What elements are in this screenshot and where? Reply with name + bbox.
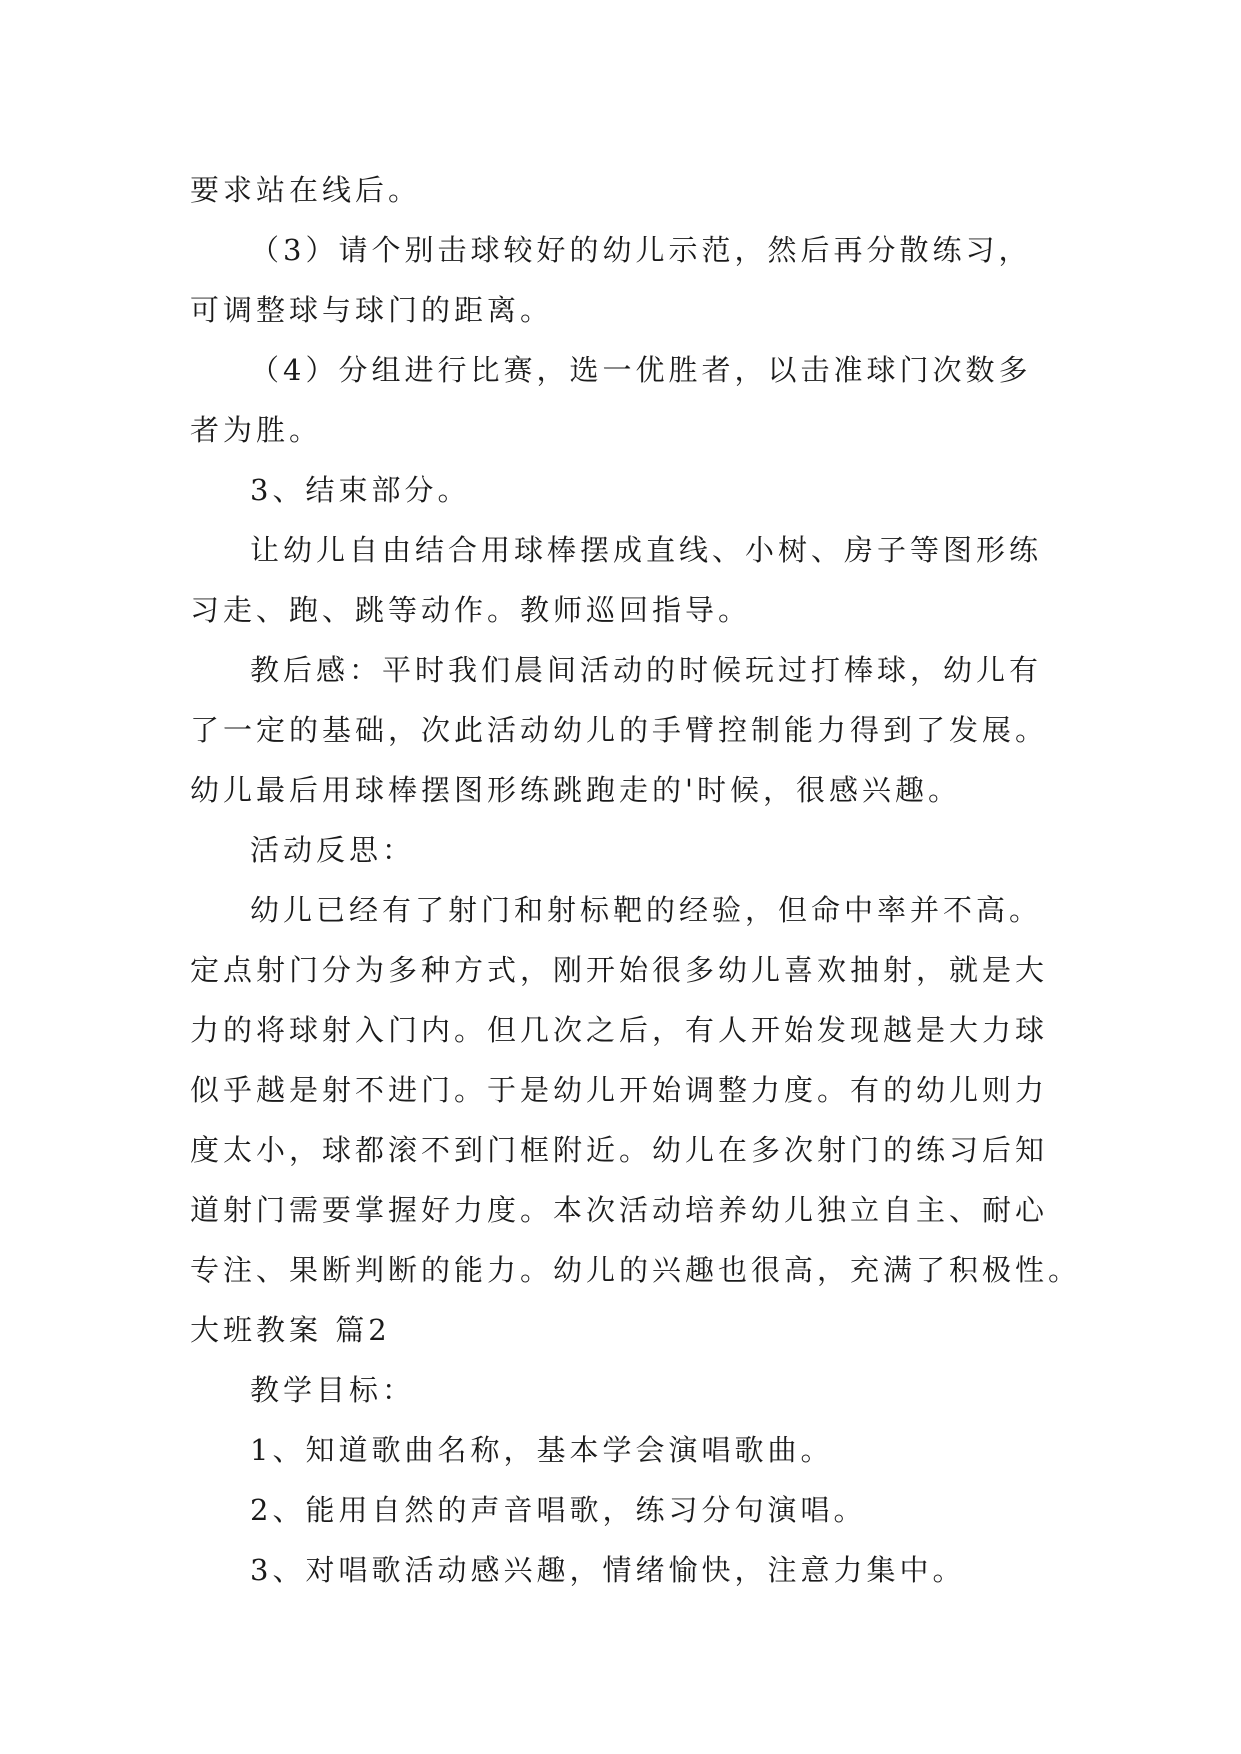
text-line: 了一定的基础，次此活动幼儿的手臂控制能力得到了发展。	[190, 713, 1049, 747]
text-line: 幼儿最后用球棒摆图形练跳跑走的'时候，很感兴趣。	[190, 773, 961, 807]
text-line: （4）分组进行比赛，选一优胜者，以击准球门次数多	[250, 353, 1032, 387]
section-heading: 3、结束部分。	[250, 473, 471, 507]
text-line: 力的将球射入门内。但几次之后，有人开始发现越是大力球	[190, 1013, 1049, 1047]
text-line: 定点射门分为多种方式，刚开始很多幼儿喜欢抽射，就是大	[190, 953, 1049, 987]
text-line: 幼儿已经有了射门和射标靶的经验，但命中率并不高。	[250, 893, 1043, 927]
text-line: 教后感：平时我们晨间活动的时候玩过打棒球，幼儿有	[250, 653, 1043, 687]
text-line: 似乎越是射不进门。于是幼儿开始调整力度。有的幼儿则力	[190, 1073, 1049, 1107]
text-line: 者为胜。	[190, 413, 323, 447]
text-line: 习走、跑、跳等动作。教师巡回指导。	[190, 593, 752, 627]
text-line: （3）请个别击球较好的幼儿示范，然后再分散练习，	[250, 233, 1032, 267]
list-item: 3、对唱歌活动感兴趣，情绪愉快，注意力集中。	[250, 1553, 966, 1587]
text-line: 道射门需要掌握好力度。本次活动培养幼儿独立自主、耐心	[190, 1193, 1049, 1227]
text-line: 专注、果断判断的能力。幼儿的兴趣也很高，充满了积极性。	[190, 1253, 1082, 1287]
text-line: 让幼儿自由结合用球棒摆成直线、小树、房子等图形练	[250, 533, 1043, 567]
section-heading: 活动反思：	[250, 833, 416, 867]
text-line: 要求站在线后。	[190, 173, 422, 207]
chapter-title: 大班教案 篇2	[190, 1313, 391, 1347]
section-heading: 教学目标：	[250, 1373, 416, 1407]
text-line: 度太小，球都滚不到门框附近。幼儿在多次射门的练习后知	[190, 1133, 1049, 1167]
document-body	[190, 160, 1082, 1600]
list-item: 1、知道歌曲名称，基本学会演唱歌曲。	[250, 1433, 834, 1467]
list-item: 2、能用自然的声音唱歌，练习分句演唱。	[250, 1493, 867, 1527]
text-line: 可调整球与球门的距离。	[190, 293, 554, 327]
